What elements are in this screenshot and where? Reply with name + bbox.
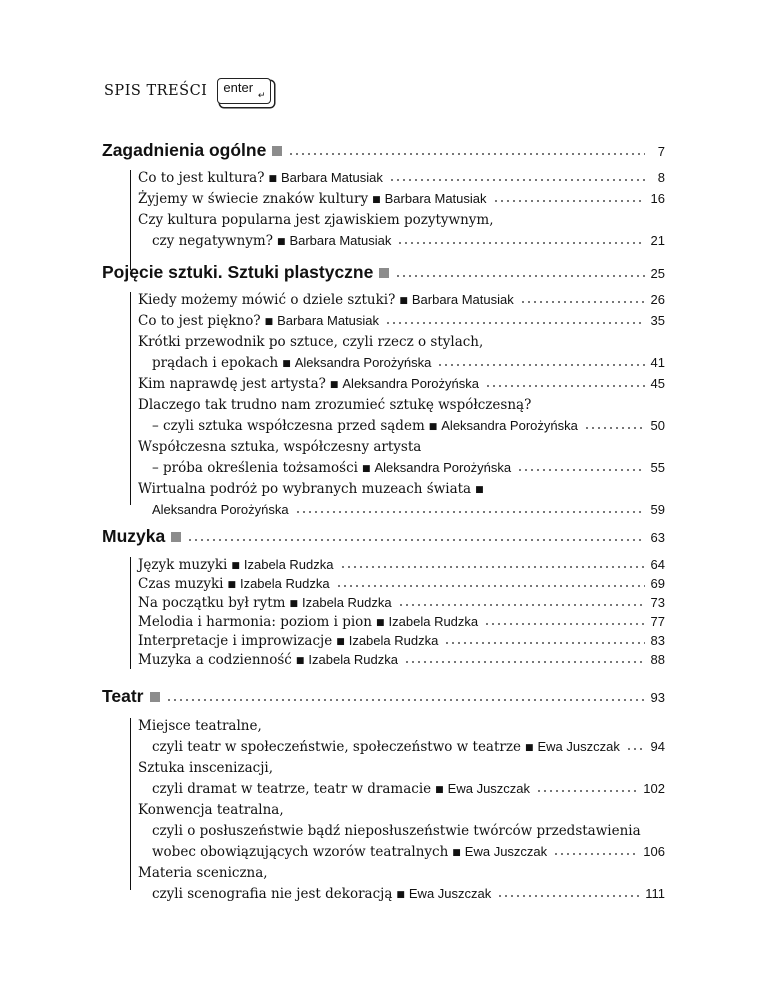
section-title: Pojęcie sztuki. Sztuki plastyczne xyxy=(102,262,374,282)
entry-author: Aleksandra Porożyńska xyxy=(342,376,479,391)
page-number: 55 xyxy=(650,460,665,475)
entry-author: Izabela Rudzka xyxy=(302,595,392,610)
entry-author: Aleksandra Porożyńska xyxy=(441,418,578,433)
entry-author: Izabela Rudzka xyxy=(348,633,439,648)
dot-leader xyxy=(497,894,639,898)
bullet-icon: ■ xyxy=(231,561,240,571)
section-rule xyxy=(130,718,131,890)
entry-title: Język muzyki xyxy=(138,557,228,573)
dot-leader xyxy=(404,660,645,664)
entry-title: Na początku był rytm xyxy=(138,595,286,611)
entry-title: Konwencja teatralna, xyxy=(138,802,284,818)
toc-section-heading[interactable] xyxy=(102,526,665,547)
entry-title: Co to jest kultura? xyxy=(138,170,265,186)
toc-entry[interactable] xyxy=(138,170,665,186)
bullet-icon: ■ xyxy=(361,464,371,474)
dot-leader xyxy=(517,468,644,472)
toc-entry[interactable] xyxy=(138,292,665,308)
page-number: 106 xyxy=(643,844,665,859)
entry-title: Interpretacje i improwizacje xyxy=(138,633,333,649)
bullet-icon: ■ xyxy=(282,359,291,369)
dot-leader xyxy=(166,698,645,702)
dot-leader xyxy=(295,510,645,514)
page-number: 16 xyxy=(650,191,665,206)
bullet-icon: ■ xyxy=(329,380,339,390)
toc-section-heading[interactable] xyxy=(102,686,665,707)
page-number: 93 xyxy=(650,690,665,705)
enter-key-label: enter xyxy=(223,80,254,95)
entry-title: czyli dramat w teatrze, teatr w dramacie xyxy=(152,781,432,797)
entry-author: Ewa Juszczak xyxy=(447,781,531,796)
square-bullet-icon xyxy=(150,692,160,702)
entry-author: Ewa Juszczak xyxy=(408,886,492,901)
page-number: 77 xyxy=(650,614,665,629)
toc-header xyxy=(104,76,271,106)
page-number: 26 xyxy=(650,292,665,307)
section-rule xyxy=(130,557,131,669)
toc-entry[interactable] xyxy=(138,614,665,630)
entry-title: Materia sceniczna, xyxy=(138,865,268,881)
entry-title: Czy kultura popularna jest zjawiskiem pozytywnym, xyxy=(138,212,494,228)
dot-leader xyxy=(584,426,645,430)
dot-leader xyxy=(520,300,645,304)
entry-title: Wirtualna podróż po wybranych muzeach świata xyxy=(138,481,472,497)
entry-title: Kiedy możemy mówić o dziele sztuki? xyxy=(138,292,396,308)
bullet-icon: ■ xyxy=(336,637,345,647)
toc-entry[interactable] xyxy=(138,313,665,329)
dot-leader xyxy=(485,384,645,388)
dot-leader xyxy=(395,274,644,278)
entry-author: Izabela Rudzka xyxy=(243,557,334,572)
entry-title: Miejsce teatralne, xyxy=(138,718,262,734)
toc-entry[interactable] xyxy=(138,633,665,649)
bullet-icon: ■ xyxy=(264,317,274,327)
toc-entry[interactable] xyxy=(152,739,665,755)
entry-author: Aleksandra Porożyńska xyxy=(152,502,289,517)
dot-leader xyxy=(187,538,644,542)
toc-entry-line[interactable] xyxy=(138,760,665,776)
page-number: 41 xyxy=(650,355,665,370)
toc-entry-line[interactable] xyxy=(138,397,665,413)
bullet-icon: ■ xyxy=(435,785,444,795)
toc-entry-line[interactable] xyxy=(138,718,665,734)
entry-title: Współczesna sztuka, współczesny artysta xyxy=(138,439,422,455)
dot-leader xyxy=(536,789,637,793)
toc-entry-line[interactable] xyxy=(138,865,665,881)
page-number: 8 xyxy=(657,170,665,185)
entry-title: – czyli sztuka współczesna przed sądem xyxy=(152,418,425,434)
square-bullet-icon xyxy=(379,268,389,278)
dot-leader xyxy=(398,603,645,607)
entry-title: czyli o posłuszeństwie bądź nieposłuszeństwie twórców przedstawienia xyxy=(152,823,641,839)
toc-entry[interactable] xyxy=(152,460,665,476)
toc-entry-line[interactable] xyxy=(138,212,665,228)
toc-entry-line[interactable] xyxy=(138,439,665,455)
toc-entry-line[interactable] xyxy=(138,481,665,497)
entry-author: Barbara Matusiak xyxy=(289,233,392,248)
entry-title: Kim naprawdę jest artysta? xyxy=(138,376,326,392)
entry-title: prądach i epokach xyxy=(152,355,279,371)
page-number: 7 xyxy=(657,144,665,159)
entry-title: czyli teatr w społeczeństwie, społeczeństwo w teatrze xyxy=(152,739,521,755)
page-number: 35 xyxy=(650,313,665,328)
toc-entry[interactable] xyxy=(152,844,665,860)
bullet-icon: ■ xyxy=(428,422,438,432)
page-number: 111 xyxy=(645,886,665,901)
entry-title: Czas muzyki xyxy=(138,576,224,592)
entry-title: – próba określenia tożsamości xyxy=(152,460,358,476)
dot-leader xyxy=(626,747,645,751)
bullet-icon: ■ xyxy=(268,174,277,184)
entry-author: Barbara Matusiak xyxy=(277,313,380,328)
page-number: 63 xyxy=(650,530,665,545)
entry-title: Melodia i harmonia: poziom i pion xyxy=(138,614,373,630)
toc-entry[interactable] xyxy=(152,418,665,434)
entry-title: Krótki przewodnik po sztuce, czyli rzecz o stylach, xyxy=(138,334,484,350)
entry-author: Barbara Matusiak xyxy=(411,292,514,307)
enter-key-icon xyxy=(217,78,271,104)
toc-entry-line[interactable] xyxy=(152,823,665,839)
dot-leader xyxy=(553,852,637,856)
toc-entry[interactable] xyxy=(152,233,665,249)
dot-leader xyxy=(288,152,645,156)
bullet-icon: ■ xyxy=(289,599,298,609)
section-title: Muzyka xyxy=(102,526,166,546)
toc-entry[interactable] xyxy=(138,376,665,392)
section-rule xyxy=(130,292,131,505)
toc-section-heading[interactable] xyxy=(102,262,665,283)
page-number: 102 xyxy=(643,781,665,796)
section-rule xyxy=(130,170,131,270)
entry-author: Barbara Matusiak xyxy=(384,191,487,206)
entry-title: wobec obowiązujących wzorów teatralnych xyxy=(152,844,449,860)
entry-author: Aleksandra Porożyńska xyxy=(374,460,512,475)
page-number: 73 xyxy=(650,595,665,610)
entry-title: Żyjemy w świecie znaków kultury xyxy=(138,191,369,207)
bullet-icon: ■ xyxy=(396,890,405,900)
section-title: Zagadnienia ogólne xyxy=(102,140,267,160)
toc-entry[interactable] xyxy=(152,886,665,902)
entry-title: Muzyka a codzienność xyxy=(138,652,292,668)
dot-leader xyxy=(484,622,644,626)
dot-leader xyxy=(385,321,645,325)
dot-leader xyxy=(336,584,645,588)
page-title: SPIS TREŚCI xyxy=(104,83,208,99)
entry-author: Izabela Rudzka xyxy=(239,576,330,591)
page-number: 45 xyxy=(650,376,665,391)
toc-entry[interactable] xyxy=(138,191,665,207)
dot-leader xyxy=(340,565,645,569)
return-arrow-icon: ↵ xyxy=(257,91,266,101)
bullet-icon: ■ xyxy=(276,237,286,247)
square-bullet-icon xyxy=(272,146,282,156)
page-number: 59 xyxy=(650,502,665,517)
section-title: Teatr xyxy=(102,686,144,706)
bullet-icon: ■ xyxy=(452,848,461,858)
entry-title: Dlaczego tak trudno nam zrozumieć sztukę współczesną? xyxy=(138,397,532,413)
dot-leader xyxy=(397,241,644,245)
toc-entry[interactable] xyxy=(152,355,665,371)
toc-entry[interactable] xyxy=(138,557,665,573)
page-number: 88 xyxy=(650,652,665,667)
toc-entry[interactable] xyxy=(138,595,665,611)
dot-leader xyxy=(493,199,645,203)
bullet-icon: ■ xyxy=(227,580,236,590)
bullet-icon: ■ xyxy=(372,195,381,205)
page-number: 94 xyxy=(650,739,665,754)
entry-title: Co to jest piękno? xyxy=(138,313,261,329)
bullet-icon: ■ xyxy=(475,485,484,495)
toc-section-heading[interactable] xyxy=(102,140,665,161)
page-number: 50 xyxy=(650,418,665,433)
dot-leader xyxy=(444,641,644,645)
bullet-icon: ■ xyxy=(399,296,408,306)
toc-entry-line[interactable] xyxy=(138,334,665,350)
entry-title: czy negatywnym? xyxy=(152,233,273,249)
entry-title: Sztuka inscenizacji, xyxy=(138,760,274,776)
dot-leader xyxy=(437,363,644,367)
entry-author: Aleksandra Porożyńska xyxy=(294,355,432,370)
entry-author: Ewa Juszczak xyxy=(464,844,548,859)
page-number: 64 xyxy=(650,557,665,572)
page-number: 21 xyxy=(650,233,665,248)
page-number: 83 xyxy=(650,633,665,648)
bullet-icon: ■ xyxy=(295,656,305,666)
bullet-icon: ■ xyxy=(376,618,385,628)
entry-author: Izabela Rudzka xyxy=(388,614,479,629)
entry-author: Barbara Matusiak xyxy=(280,170,383,185)
dot-leader xyxy=(389,178,645,182)
toc-entry[interactable] xyxy=(138,652,665,668)
page-number: 69 xyxy=(650,576,665,591)
bullet-icon: ■ xyxy=(524,743,534,753)
entry-author: Ewa Juszczak xyxy=(537,739,620,754)
entry-author: Izabela Rudzka xyxy=(308,652,399,667)
toc-entry-line[interactable] xyxy=(138,802,665,818)
toc-entry[interactable] xyxy=(152,781,665,797)
toc-entry[interactable] xyxy=(138,576,665,592)
toc-entry[interactable] xyxy=(152,502,665,517)
page-number: 25 xyxy=(650,266,665,281)
square-bullet-icon xyxy=(171,532,181,542)
entry-title: czyli scenografia nie jest dekoracją xyxy=(152,886,393,902)
